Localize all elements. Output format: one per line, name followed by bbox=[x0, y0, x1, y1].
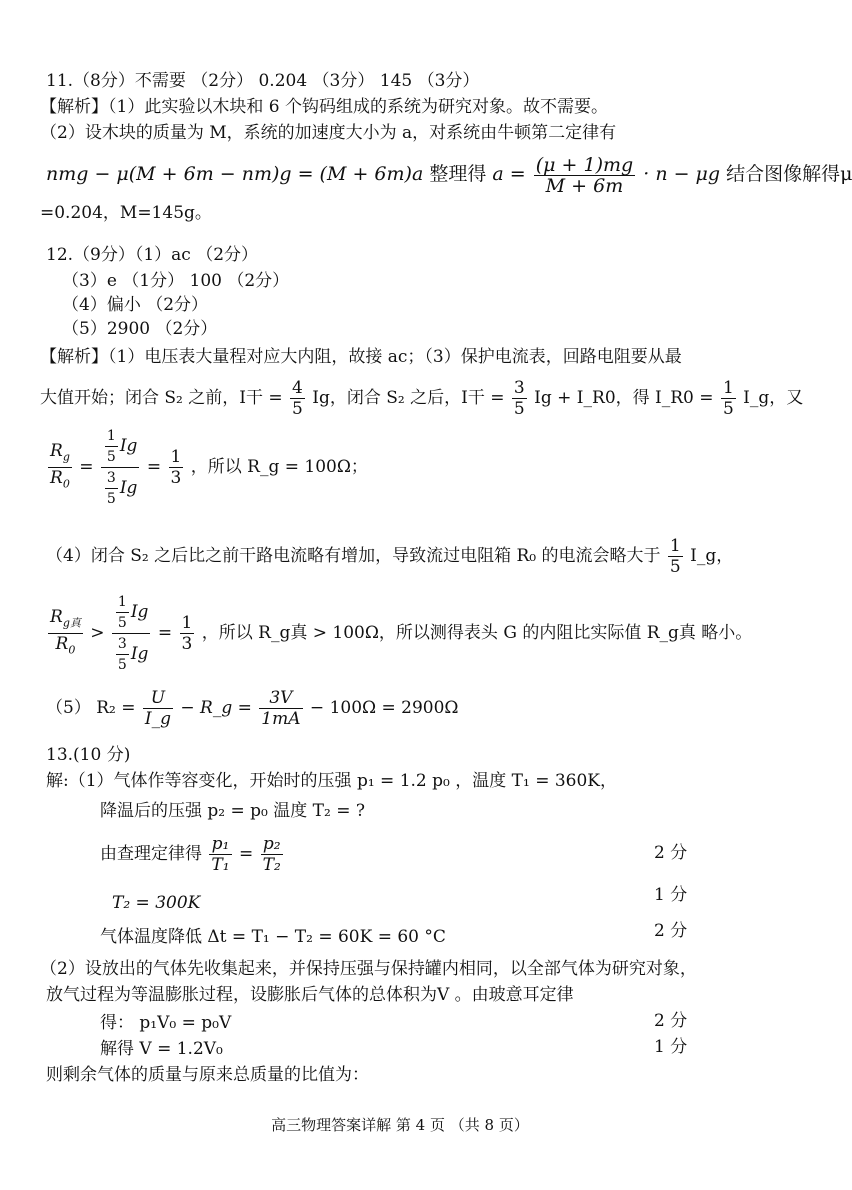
frac-den: 5 bbox=[669, 557, 681, 577]
q12-ratio-2: $\frac{R_{g真}}{R_0}$ > $\frac{1}{5}$ Ig $\frac{3}{5}$ Ig = $\frac{1}{3}$ ，所以 R_g真 > 100Ω，所以测得表头 G 的内阻比实际值 R_g真 略小。 bbox=[50, 594, 753, 673]
q13-line-5: 气体温度降低 Δt = T₁ − T₂ = 60K = 60 °C bbox=[100, 927, 446, 947]
q12-ratio2-tail: ，所以 R_g真 > 100Ω，所以测得表头 G 的内阻比实际值 R_g真 略小。 bbox=[201, 623, 753, 643]
q12-analysis-1: 【解析】（1）电压表大量程对应大内阻，故接 ac；（3）保护电流表，回路电阻要从最 bbox=[40, 347, 682, 367]
q11-eq-after: 结合图像解得μ bbox=[726, 163, 852, 185]
frac-num: 3 bbox=[105, 468, 118, 489]
u-over-ig bbox=[143, 688, 173, 729]
q13-line-10: 则剩余气体的质量与原来总质量的比值为： bbox=[46, 1065, 369, 1085]
frac-num: 3V bbox=[259, 688, 302, 709]
q11-eq-tail: · n − μg bbox=[643, 163, 721, 185]
frac-den: 5 bbox=[106, 449, 116, 465]
q12-i-after: Ig，闭合 S₂ 之后，I干 = bbox=[312, 388, 505, 408]
q11-equation bbox=[46, 150, 852, 198]
q12-frac-1-5b bbox=[668, 536, 683, 577]
q13-line-7: 放气过程为等温膨胀过程，设膨胀后气体的总体积为V 。由玻意耳定律 bbox=[46, 985, 574, 1005]
q12-and: I_g，又 bbox=[743, 388, 804, 408]
q12-part5-tail: − 100Ω = 2900Ω bbox=[309, 698, 459, 718]
q13-charles: 由查理定律得 bbox=[100, 844, 202, 864]
q12-part4-tail: I_g， bbox=[690, 546, 734, 566]
q13-line-1: 解:（1）气体作等容变化，开始时的压强 p₁ = 1.2 p₀ ，温度 T₁ = 360K， bbox=[46, 771, 617, 791]
q11-eq-fraction bbox=[534, 155, 635, 196]
p2-over-t2 bbox=[261, 834, 283, 875]
frac-num: 1 bbox=[722, 378, 734, 398]
q12-answer-4: （4）偏小 （2分） bbox=[62, 295, 209, 315]
q12-part4 bbox=[46, 532, 733, 580]
q13-score-1: 2 分 bbox=[654, 843, 688, 863]
frac-den: I_g bbox=[144, 709, 171, 729]
frac-den: T₂ bbox=[262, 855, 281, 875]
q11-analysis-2: （2）设木块的质量为 M，系统的加速度大小为 a，对系统由牛顿第二定律有 bbox=[40, 123, 617, 143]
frac-num: p₁ bbox=[209, 834, 231, 855]
q11-result: =0.204，M=145g。 bbox=[40, 203, 212, 223]
q13-header: 13.(10 分) bbox=[46, 745, 131, 765]
frac-den: 5 bbox=[292, 399, 303, 419]
q12-frac-1-5 bbox=[721, 378, 736, 419]
q11-eq-a: a = bbox=[492, 163, 526, 185]
p1-over-t1 bbox=[209, 834, 231, 875]
frac-den: 5 bbox=[117, 657, 127, 673]
q13-line-9: 解得 V = 1.2V₀ bbox=[100, 1039, 223, 1059]
frac-num: 1 bbox=[181, 613, 193, 633]
q12-ratio-tail: ，所以 R_g = 100Ω； bbox=[190, 457, 368, 477]
q12-answer-3: （3）e （1分） 100 （2分） bbox=[62, 271, 290, 291]
q13-line-3: 由查理定律得 $\frac{\text{p₁}}{\text{T₁}}$ = $\frac{\text{p₂}}{\text{T₂}}$ bbox=[100, 834, 281, 875]
q13-score-2: 1 分 bbox=[654, 885, 688, 905]
ratio-compound: $\frac{1}{5}$ Ig $\frac{3}{5}$ Ig bbox=[101, 426, 140, 509]
frac-num: p₂ bbox=[261, 834, 283, 855]
q13-score-4: 2 分 bbox=[654, 1011, 688, 1031]
q11-eq-left: nmg − μ(M + 6m − nm)g = (M + 6m)a bbox=[46, 163, 424, 185]
q11-eq-mid: 整理得 bbox=[429, 163, 487, 185]
q12-part5 bbox=[46, 684, 459, 732]
q12-part4-text: （4）闭合 S₂ 之后比之前干路电流略有增加，导致流过电阻箱 R₀ 的电流会略大于 bbox=[46, 546, 661, 566]
frac-num: 3 bbox=[116, 634, 129, 655]
frac-den: 3 bbox=[170, 468, 182, 488]
q13-score-3: 2 分 bbox=[654, 921, 688, 941]
q12-i-before: 大值开始；闭合 S₂ 之前，I干 = bbox=[40, 388, 283, 408]
q12-header: 12.（9分）（1）ac （2分） bbox=[46, 245, 259, 265]
q12-frac-3-5 bbox=[512, 378, 527, 419]
frac-den: 5 bbox=[106, 491, 116, 507]
one-third-2 bbox=[180, 613, 195, 654]
rg-over-r0: $\frac{R_g}{R_0}$ bbox=[50, 440, 70, 491]
q12-ir0: Ig + I_R0，得 I_R0 = bbox=[534, 388, 714, 408]
frac-num: 1 bbox=[669, 536, 681, 556]
frac-num: 1 bbox=[116, 592, 129, 613]
3v-over-1ma bbox=[259, 688, 302, 729]
frac-num: 1 bbox=[105, 426, 118, 447]
q12-part5-mid: − R_g = bbox=[180, 698, 252, 718]
q11-eq-num: (μ + 1)mg bbox=[535, 153, 634, 176]
q12-analysis-2 bbox=[40, 374, 803, 422]
frac-den: 5 bbox=[513, 399, 525, 419]
q12-ratio-1: $\frac{R_g}{R_0}$ = $\frac{1}{5}$ Ig $\frac{3}{5}$ Ig = $\frac{1}{3}$ ，所以 R_g = 100Ω； bbox=[50, 428, 368, 507]
rgtrue-over-r0: $\frac{R_{g真}}{R_0}$ bbox=[50, 606, 81, 657]
frac-num: 3 bbox=[513, 378, 525, 398]
q13-line-8: 得： p₁V₀ = p₀V bbox=[100, 1013, 232, 1033]
frac-num: U bbox=[143, 688, 173, 709]
q11-eq-den: M + 6m bbox=[545, 174, 624, 197]
frac-den: 1mA bbox=[261, 709, 301, 729]
frac-den: 3 bbox=[181, 634, 193, 654]
q11-analysis-1: 【解析】（1）此实验以木块和 6 个钩码组成的系统为研究对象。故不需要。 bbox=[40, 97, 608, 117]
q13-line-2: 降温后的压强 p₂ = p₀ 温度 T₂ = ? bbox=[100, 801, 365, 821]
q12-frac-4-5 bbox=[290, 378, 305, 419]
q13-score-5: 1 分 bbox=[654, 1037, 688, 1057]
q11-header: 11.（8分）不需要 （2分） 0.204 （3分） 145 （3分） bbox=[46, 71, 480, 91]
one-third bbox=[169, 447, 184, 488]
q13-line-4: T₂ = 300K bbox=[112, 893, 201, 913]
frac-den: T₁ bbox=[211, 855, 230, 875]
frac-num: 4 bbox=[292, 378, 303, 398]
ratio-compound-2: $\frac{1}{5}$ Ig $\frac{3}{5}$ Ig bbox=[112, 592, 151, 675]
frac-den: 5 bbox=[117, 615, 127, 631]
q13-line-6: （2）设放出的气体先收集起来，并保持压强与保持罐内相同，以全部气体为研究对象， bbox=[40, 959, 697, 979]
frac-num: 1 bbox=[170, 447, 182, 467]
page-footer: 高三物理答案详解 第 4 页 （共 8 页） bbox=[271, 1116, 529, 1134]
q12-part5-lead: （5） R₂ = bbox=[46, 698, 136, 718]
frac-den: 5 bbox=[722, 399, 734, 419]
q12-answer-5: （5）2900 （2分） bbox=[62, 319, 218, 339]
